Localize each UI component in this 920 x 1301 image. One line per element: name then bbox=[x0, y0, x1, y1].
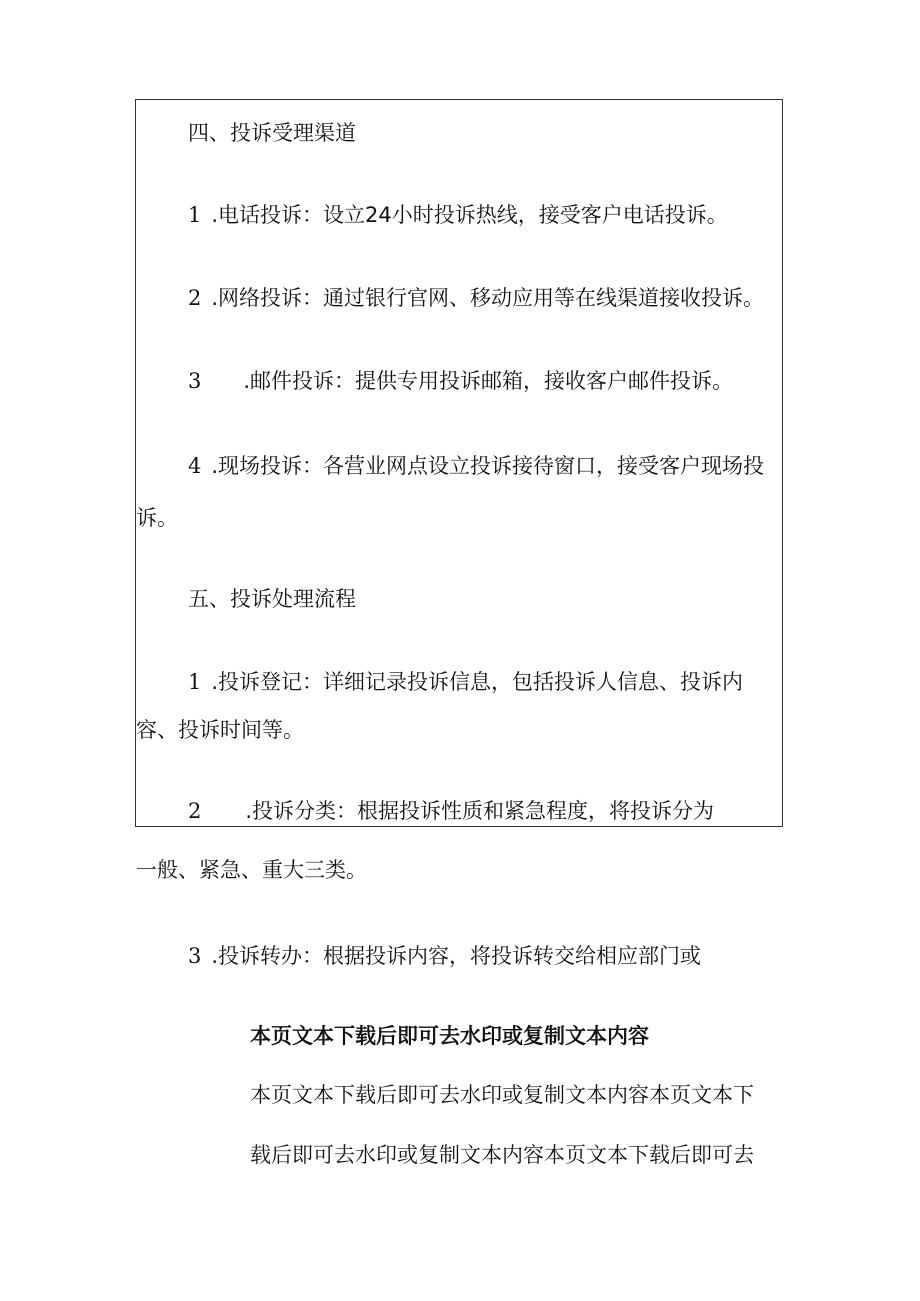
item-number: 4 bbox=[188, 454, 202, 478]
item-number: 2 bbox=[188, 286, 202, 310]
section-4-item-4 bbox=[188, 452, 764, 480]
item-text: .投诉分类：根据投诉性质和紧急程度，将投诉分为 bbox=[245, 799, 715, 823]
section-4-item-1 bbox=[188, 201, 728, 229]
section-5-item-2-continuation: 一般、紧急、重大三类。 bbox=[136, 858, 367, 882]
item-number: 2 bbox=[188, 799, 202, 823]
section-5-heading: 五、投诉处理流程 bbox=[188, 587, 356, 611]
item-text: .现场投诉：各营业网点设立投诉接待窗口，接受客户现场投 bbox=[211, 454, 765, 478]
section-4-item-3 bbox=[188, 367, 733, 395]
item-number: 3 bbox=[188, 369, 202, 393]
watermark-line-2: 载后即可去水印或复制文本内容本页文本下载后即可去 bbox=[250, 1143, 754, 1167]
item-number: 3 bbox=[188, 944, 202, 968]
item-text: .网络投诉：通过银行官网、移动应用等在线渠道接收投诉。 bbox=[211, 286, 765, 310]
section-5-item-1 bbox=[188, 668, 743, 696]
section-4-item-2 bbox=[188, 284, 764, 312]
section-4-heading: 四、投诉受理渠道 bbox=[188, 121, 356, 145]
section-5-item-2 bbox=[188, 797, 714, 825]
item-text: .投诉登记：详细记录投诉信息，包括投诉人信息、投诉内 bbox=[211, 670, 744, 694]
item-text: .电话投诉：设立24小时投诉热线，接受客户电话投诉。 bbox=[211, 203, 728, 227]
section-5-item-3 bbox=[188, 942, 701, 970]
section-4-item-4-continuation: 诉。 bbox=[136, 506, 178, 530]
item-number: 1 bbox=[188, 203, 202, 227]
watermark-title: 本页文本下载后即可去水印或复制文本内容 bbox=[250, 1024, 649, 1048]
item-number: 1 bbox=[188, 670, 202, 694]
section-5-item-1-continuation: 容、投诉时间等。 bbox=[136, 718, 304, 742]
watermark-line-1: 本页文本下载后即可去水印或复制文本内容本页文本下 bbox=[250, 1083, 754, 1107]
item-text: .邮件投诉：提供专用投诉邮箱，接收客户邮件投诉。 bbox=[243, 369, 734, 393]
item-text: .投诉转办：根据投诉内容，将投诉转交给相应部门或 bbox=[211, 944, 702, 968]
